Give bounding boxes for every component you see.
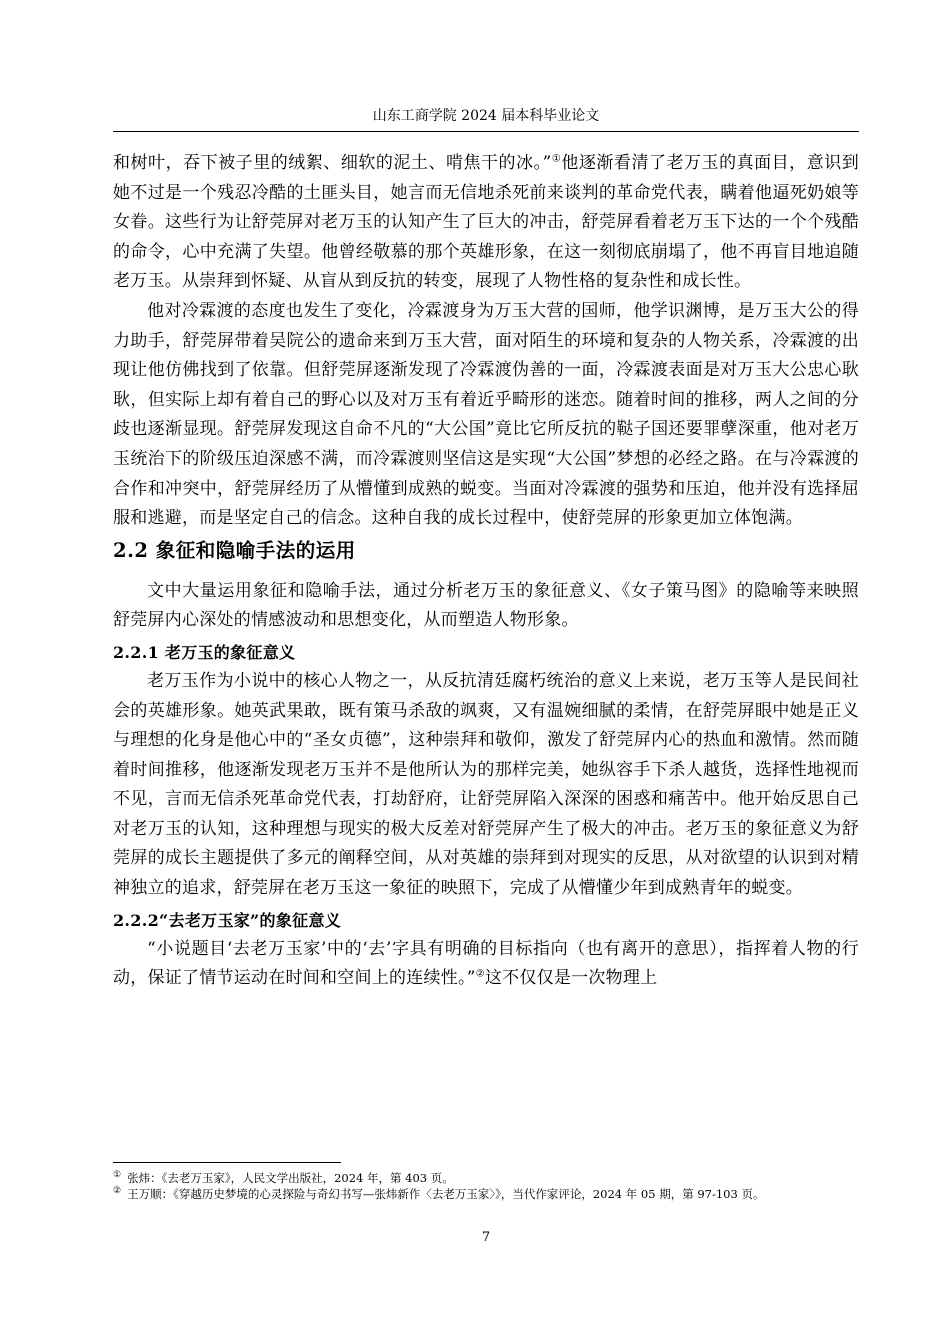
footnotes [113, 1170, 859, 1202]
paragraph-2: 他对冷霖渡的态度也发生了变化，冷霖渡身为万玉大营的国师，他学识渊博，是万玉大公的得力助手，舒莞屏带着吴院公的遗命来到万玉大营，面对陌生的环境和复杂的人物关系，冷霖渡的出现让他仿佛找到了依靠。但舒莞屏逐渐发现了冷霖渡伪善的一面，冷霖渡表面是对万玉大公忠心耿耿，但实际上却有着自己的野心以及对万玉有着近乎畸形的迷恋。随着时间的推移，两人之间的分歧也逐渐显现。舒莞屏发现这自命不凡的“大公国”竟比它所反抗的鞑子国还要罪孽深重，他对老万玉统治下的阶级压迫深感不满，而冷霖渡则坚信这是实现“大公国”梦想的必经之路。在与冷霖渡的合作和冲突中，舒莞屏经历了从懵懂到成熟的蜕变。当面对冷霖渡的强势和压迫，他并没有选择屈服和逃避，而是坚定自己的信念。这种自我的成长过程中，使舒莞屏的形象更加立体饱满。 [113, 300, 859, 529]
paragraph-5 [113, 935, 859, 994]
footnote-ref-2[interactable]: ② [475, 968, 485, 980]
paragraph-5-text-cont: 这不仅仅是一次物理上 [484, 968, 658, 989]
subsection-heading-2-2-2: 2.2.2“去老万玉家”的象征意义 [113, 910, 342, 930]
paragraph-1 [113, 149, 859, 297]
header-divider [113, 131, 859, 132]
footnote-1-mark: ① [113, 1170, 122, 1181]
footnote-ref-1[interactable]: ① [551, 153, 562, 165]
page-number: 7 [481, 1230, 491, 1245]
body-text [113, 149, 859, 994]
paragraph-1-text: 和树叶，吞下被子里的绒絮、细软的泥土、啃焦干的冰。” [113, 153, 552, 173]
footnote-1 [113, 1170, 859, 1186]
paragraph-5-text: “小说题目‘去老万玉家’中的‘去’字具有明确的目标指向（也有离开的意思），指挥着人物的行动，保证了情节运动在时间和空间上的连续性。” [113, 938, 859, 989]
running-header: 山东工商学院 2024 届本科毕业论文 [372, 108, 600, 124]
footnote-divider [113, 1162, 341, 1163]
footnote-1-text: 张炜：《去老万玉家》，人民文学出版社，2024 年，第 403 页。 [127, 1171, 454, 1185]
footnote-2-mark: ② [113, 1186, 122, 1197]
paragraph-4: 老万玉作为小说中的核心人物之一，从反抗清廷腐朽统治的意义上来说，老万玉等人是民间社会的英雄形象。她英武果敢，既有策马杀敌的飒爽，又有温婉细腻的柔情，在舒莞屏眼中她是正义与理想的化身是他心中的“圣女贞德”，这种崇拜和敬仰，激发了舒莞屏内心的热血和激情。然而随着时间推移，他逐渐发现老万玉并不是他所认为的那样完美，她纵容手下杀人越货，选择性地视而不见，言而无信杀死革命党代表，打劫舒府，让舒莞屏陷入深深的困惑和痛苦中。他开始反思自己对老万玉的认知，这种理想与现实的极大反差对舒莞屏产生了极大的冲击。老万玉的象征意义为舒莞屏的成长主题提供了多元的阐释空间，从对英雄的崇拜到对现实的反思，从对欲望的认识到对精神独立的追求，舒莞屏在老万玉这一象征的映照下，完成了从懵懂少年到成熟青年的蜕变。 [113, 670, 859, 899]
section-heading-2-2: 2.2 象征和隐喻手法的运用 [113, 538, 356, 562]
subsection-heading-2-2-1: 2.2.1 老万玉的象征意义 [113, 642, 296, 662]
paragraph-1-text-cont: 他逐渐看清了老万玉的真面目，意识到她不过是一个残忍冷酷的土匪头目，她言而无信地杀死前来谈判的革命党代表，瞒着他逼死奶娘等女眷。这些行为让舒莞屏对老万玉的认知产生了巨大的冲击，舒莞屏看着老万玉下达的一个个残酷的命令，心中充满了失望。他曾经敬慕的那个英雄形象，在这一刻彻底崩塌了，他不再盲目地追随老万玉。从崇拜到怀疑、从盲从到反抗的转变，展现了人物性格的复杂性和成长性。 [113, 153, 859, 292]
footnote-2-text: 王万顺：《穿越历史梦境的心灵探险与奇幻书写—张炜新作〈去老万玉家〉》，当代作家评论，2024 年 05 期，第 97-103 页。 [127, 1187, 765, 1201]
paragraph-3: 文中大量运用象征和隐喻手法，通过分析老万玉的象征意义、《女子策马图》的隐喻等来映照舒莞屏内心深处的情感波动和思想变化，从而塑造人物形象。 [113, 580, 859, 631]
footnote-2 [113, 1186, 859, 1202]
